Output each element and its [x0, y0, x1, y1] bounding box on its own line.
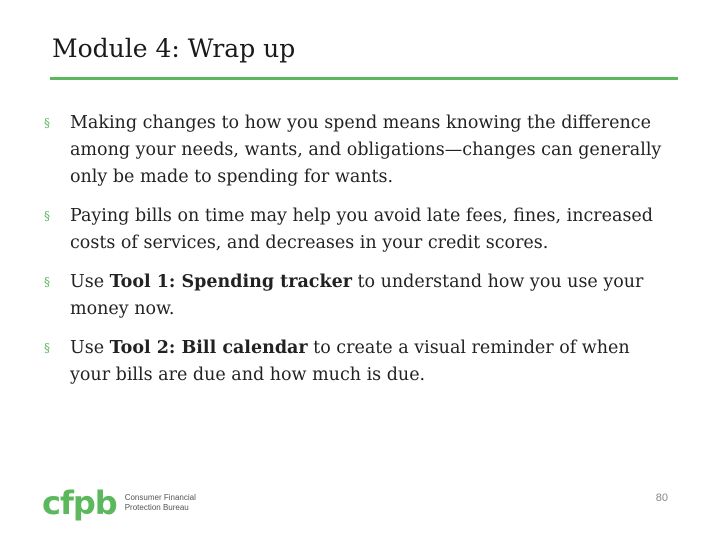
- list-item: [44, 269, 674, 323]
- bullet-text-prefix: Use: [70, 272, 110, 292]
- bullet-text-suffix: to create a visual reminder of when your bills are due and how much is due.: [70, 338, 630, 385]
- list-item: [44, 203, 674, 257]
- page-number: 80: [655, 492, 668, 504]
- bullet-marker-icon: §: [44, 116, 50, 130]
- bullet-text-suffix: to understand how you use your money now.: [70, 272, 644, 319]
- bullet-text: Making changes to how you spend means knowing the difference among your needs, wants, and obligations—changes can generally only be made to spending for wants.: [70, 113, 662, 187]
- bullet-marker-icon: §: [44, 341, 50, 355]
- bullet-list: [44, 110, 674, 401]
- tool-name: Tool 1: Spending tracker: [109, 272, 352, 292]
- title-divider: [50, 77, 678, 80]
- bullet-text: Paying bills on time may help you avoid late fees, fines, increased costs of services, and decreases in your credit scores.: [70, 206, 653, 253]
- logo-text-line1: Consumer Financial: [124, 493, 196, 502]
- tool-name: Tool 2: Bill calendar: [109, 338, 308, 358]
- cfpb-logo: [42, 486, 196, 520]
- page-title: Module 4: Wrap up: [52, 34, 296, 63]
- bullet-marker-icon: §: [44, 275, 50, 289]
- logo-text: [125, 493, 196, 513]
- list-item: [44, 110, 674, 191]
- bullet-marker-icon: §: [44, 209, 50, 223]
- bullet-text-prefix: Use: [70, 338, 110, 358]
- logo-mark: cfpb: [42, 484, 117, 522]
- list-item: [44, 335, 674, 389]
- logo-text-line2: Protection Bureau: [124, 503, 189, 512]
